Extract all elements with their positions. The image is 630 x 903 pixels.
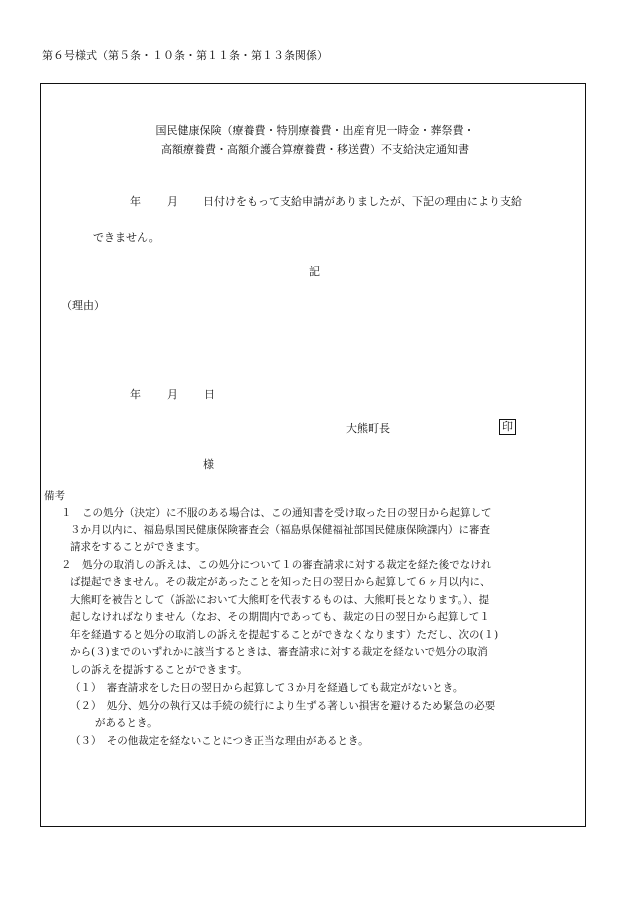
note-1-line3: 請求をすることができます。 xyxy=(70,541,206,553)
note-2-line3: 大熊町を被告として（訴訟において大熊町を代表するものは、大熊町長となります。）、提 xyxy=(70,594,490,606)
note-1-line2: ３か月以内に、福島県国民健康保険審査会（福島県保健福祉部国民健康保険課内）に審査 xyxy=(70,524,490,536)
note-1-line1: １ この処分（決定）に不服のある場合は、この通知書を受け取った日の翌日から起算して xyxy=(61,507,492,519)
ki-heading: 記 xyxy=(309,265,320,278)
addressee-suffix: 様 xyxy=(203,458,214,471)
intro-text-line1: 日付けをもって支給申請がありましたが、下記の理由により支給 xyxy=(203,195,522,208)
note-2-line7: しの訴えを提訴することができます。 xyxy=(70,664,248,676)
issue-year-label: 年 xyxy=(130,388,141,401)
note-2-line5: 年を経過すると処分の取消しの訴えを提起することができなくなります）ただし、次の(１) xyxy=(70,629,499,641)
sub-item-2-line1: （２） 処分、処分の執行又は手続の続行により生ずる著しい損害を避けるため緊急の必要 xyxy=(70,700,496,712)
application-year-label: 年 xyxy=(130,195,141,208)
reason-label: （理由） xyxy=(61,299,105,312)
issuer-title: 大熊町長 xyxy=(346,422,390,435)
document-title-line2: 高額療養費・高額介護合算療養費・移送費）不支給決定通知書 xyxy=(161,143,469,156)
sub-item-2-line2: があるとき。 xyxy=(95,717,158,729)
issue-month-label: 月 xyxy=(167,388,178,401)
sub-item-1: （１） 審査請求をした日の翌日から起算して３か月を経過しても裁定がないとき。 xyxy=(70,682,464,694)
note-2-line6: から(３)までのいずれかに該当するときは、審査請求に対する裁定を経ないで処分の取消 xyxy=(70,646,488,658)
note-2-line4: 起しなければなりません（なお、その期間内であっても、裁定の日の翌日から起算して１ xyxy=(70,611,490,623)
sub-item-3: （３） その他裁定を経ないことにつき正当な理由があるとき。 xyxy=(70,735,369,747)
form-number-label: 第６号様式（第５条・１０条・第１１条・第１３条関係） xyxy=(42,49,328,62)
document-title-line1: 国民健康保険（療養費・特別療養費・出産育児一時金・葬祭費・ xyxy=(155,124,475,137)
note-2-line2: ば提起できません。その裁定があったことを知った日の翌日から起算して６ヶ月以内に、 xyxy=(70,576,491,588)
intro-text-line2: できません。 xyxy=(93,231,160,244)
seal-mark: 印 xyxy=(499,419,516,435)
note-2-line1: ２ 処分の取消しの訴えは、この処分について１の審査請求に対する裁定を経た後でなけれ xyxy=(61,559,492,571)
issue-day-label: 日 xyxy=(204,388,215,401)
notes-heading: 備考 xyxy=(44,490,65,502)
application-month-label: 月 xyxy=(167,195,178,208)
